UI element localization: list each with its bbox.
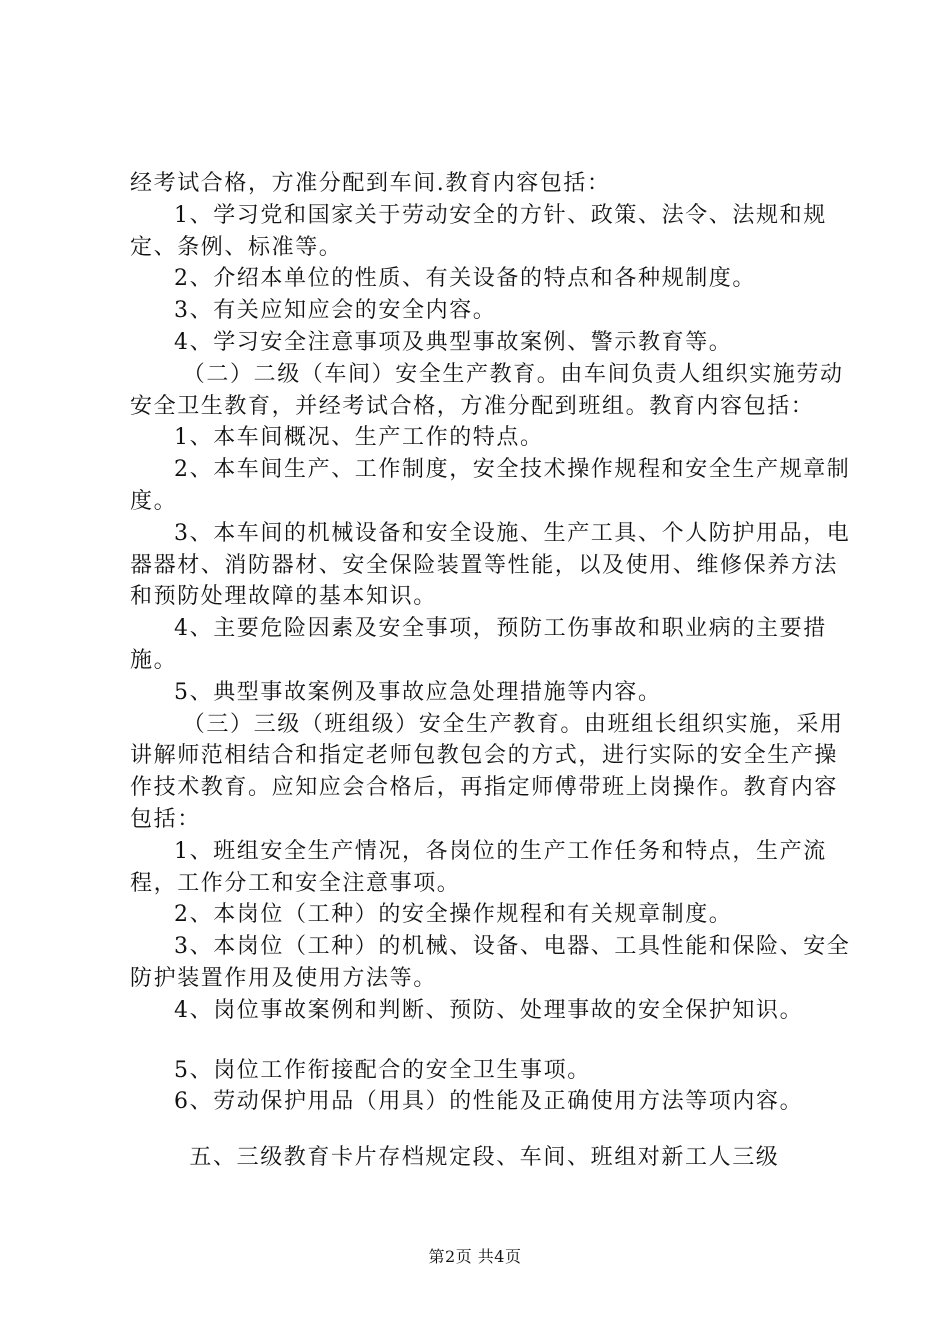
page-number: 第2页 共4页 (428, 1247, 522, 1266)
list-item: 2、本车间生产、工作制度，安全技术操作规程和安全生产规章制度。 (130, 457, 851, 514)
list-item: 5、岗位工作衔接配合的安全卫生事项。 (174, 1057, 591, 1083)
section-heading: 五、三级教育卡片存档规定段、车间、班组对新工人三级 (189, 1145, 780, 1171)
paragraph: 经考试合格，方准分配到车间.教育内容包括： (130, 171, 611, 196)
list-item: 3、有关应知应会的安全内容。 (174, 298, 497, 324)
list-item: 3、本岗位（工种）的机械、设备、电器、工具性能和保险、安全防护装置作用及使用方法等。 (130, 934, 851, 991)
list-item: 1、班组安全生产情况，各岗位的生产工作任务和特点，生产流程，工作分工和安全注意事项。 (130, 838, 827, 896)
list-item: 2、本岗位（工种）的安全操作规程和有关规章制度。 (174, 902, 733, 928)
list-item: 4、岗位事故案例和判断、预防、处理事故的安全保护知识。 (174, 997, 804, 1023)
list-item: 3、本车间的机械设备和安全设施、生产工具、个人防护用品，电器器材、消防器材、安全保险装置等性能，以及使用、维修保养方法和预防处理故障的基本知识。 (130, 520, 851, 610)
document-body (130, 168, 860, 1174)
list-item: 6、劳动保护用品（用具）的性能及正确使用方法等项内容。 (174, 1089, 804, 1115)
subsection-heading: （三）三级（班组级）安全生产教育。由班组长组织实施，采用讲解师范相结合和指定老师包教包会的方式，进行实际的安全生产操作技术教育。应知应会合格后，再指定师傅带班上岗操作。教育内容包括： (130, 711, 844, 832)
list-item: 1、学习党和国家关于劳动安全的方针、政策、法令、法规和规定、条例、标准等。 (130, 202, 827, 260)
list-item: 5、典型事故案例及事故应急处理措施等内容。 (174, 679, 662, 705)
list-item: 4、主要危险因素及安全事项，预防工伤事故和职业病的主要措施。 (130, 616, 827, 673)
subsection-heading: （二）二级（车间）安全生产教育。由车间负责人组织实施劳动安全卫生教育，并经考试合格，方准分配到班组。教育内容包括： (130, 361, 844, 419)
list-item: 1、本车间概况、生产工作的特点。 (174, 425, 544, 451)
list-item: 2、介绍本单位的性质、有关设备的特点和各种规制度。 (174, 266, 756, 292)
list-item: 4、学习安全注意事项及典型事故案例、警示教育等。 (174, 329, 733, 355)
